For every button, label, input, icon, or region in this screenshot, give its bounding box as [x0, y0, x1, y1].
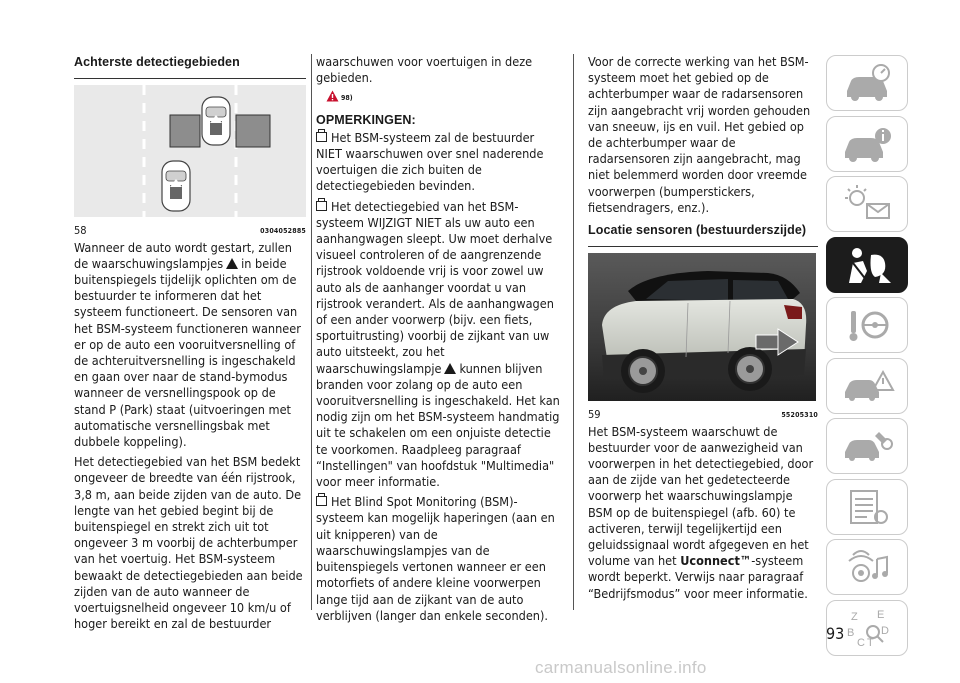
suv-rear-photo	[588, 253, 816, 401]
tab-multimedia[interactable]	[826, 539, 908, 595]
warning-ref-number: 98)	[341, 94, 353, 103]
text-span: Het Blind Spot Monitoring (BSM)-systeem kan mogelijk haperingen (aan en uit knipperen) van de waarschuwingslampjes van de buitenspiegels vertonen wanneer er een motorfiets of andere kleine voorwerpen lange tijd aan de zijkant van de auto verblijven (langer dan enkele seconden).	[316, 494, 555, 623]
paragraph: waarschuwen voor voertuigen in deze gebieden.	[316, 54, 533, 86]
tab-lights[interactable]	[826, 176, 908, 232]
watermark: carmanualsonline.info	[535, 658, 707, 677]
index-letter-4: D	[881, 624, 889, 637]
lane-diagram	[74, 85, 306, 217]
host-car-icon	[202, 97, 230, 145]
note-2	[316, 199, 560, 491]
tab-maintenance[interactable]	[826, 418, 908, 474]
column-divider	[573, 54, 574, 610]
column-2	[316, 54, 560, 628]
note-book-icon	[316, 496, 327, 506]
specs-list-icon	[837, 485, 897, 529]
note-book-icon	[316, 201, 327, 211]
section-heading-rear-detection: Achterste detectiegebieden	[74, 55, 240, 69]
figure-code: 0304052885	[260, 227, 306, 236]
right-detection-zone	[236, 115, 270, 147]
chapter-tabs	[826, 55, 960, 660]
following-car-icon	[162, 161, 190, 211]
column-divider	[311, 54, 312, 610]
note-3	[316, 494, 560, 624]
text-span: Het BSM-systeem zal de bestuurder NIET waarschuwen over snel naderende voertuigen die zich buiten de detectiegebieden bevinden.	[316, 129, 544, 194]
lights-mail-icon	[837, 182, 897, 226]
bsm-warning-light-icon	[226, 258, 238, 269]
figure-59	[588, 253, 818, 423]
figure-number: 59	[588, 408, 601, 422]
figure-number: 58	[74, 224, 87, 238]
notes-heading: OPMERKINGEN:	[316, 112, 416, 127]
figure-top-rule	[588, 246, 818, 247]
tab-technical-data[interactable]	[826, 479, 908, 535]
section-heading-sensor-location: Locatie sensoren (bestuurderszijde)	[588, 223, 807, 238]
emergency-car-icon	[837, 364, 897, 408]
text-span: Het BSM-systeem waarschuwt de bestuurder voor de aanwezigheid van voorwerpen in het detectiegebied, door aan de zijde van het gedetecteerde voorwerp het waarschuwingslampje BSM op de buitenspiegel (afb. 60) te activeren, terwijl tegelijkertijd een geluidssignaal wordt afgegeven en het volume van het	[588, 423, 814, 569]
figure-caption	[588, 407, 818, 423]
note-1	[316, 130, 560, 195]
tab-starting-driving[interactable]	[826, 297, 908, 353]
index-letter-1: Z	[851, 610, 858, 623]
column-3	[588, 54, 818, 606]
tab-dashboard[interactable]	[826, 55, 908, 111]
tab-emergency[interactable]	[826, 358, 908, 414]
column-1	[74, 54, 306, 636]
figure-top-rule	[74, 78, 306, 79]
safety-airbag-icon	[837, 243, 897, 287]
tab-info[interactable]	[826, 116, 908, 172]
paragraph: Het detectiegebied van het BSM bedekt ongeveer de breedte van één rijstrook, 3,8 m, aan beide zijden van de auto. De lengte van het gebied begint bij de buitenspiegel en strekt zich uit tot ongeveer 3 m voorbij de achterbumper van het voertuig. Het BSM-systeem bewaakt de detectiegebieden aan beide zijden van de auto wanneer de voertuigsnelheid ongeveer 10 km/u of hoger bereikt en zal de bestuurder	[74, 454, 303, 632]
text-span: in beide buitenspiegels tijdelijk oplichten om de bestuurder te informeren dat het systeem functioneert. De sensoren van het BSM-systeem functioneren wanneer er op de auto een vooruitversnelling of de achteruitversnelling is ingeschakeld en gaan over naar de stand-bymodus wanneer de versnellingspook op de stand P (Park) staat (uitvoeringen met automatische versnellingsbak met dubbele koppeling).	[74, 255, 301, 450]
figure-code: 55205310	[781, 411, 818, 420]
paragraph	[588, 424, 818, 602]
text-span: Het detectiegebied van het BSM-systeem WIJZIGT NIET als uw auto een aanhangwagen sleept. Uw moet derhalve visueel controleren of de aangrenzende rijstrook voldoende vrij is voor zowel uw auto als de aanhanger voordat u van rijstrook verandert. Als de aanhangwagen of een ander voorwerp (bijv. een fiets, sportuitrusting) voorbij de zijkant van uw auto uitsteekt, zou het waarschuwingslampje	[316, 198, 554, 376]
tab-safety[interactable]	[826, 237, 908, 293]
index-letters-icon	[837, 606, 897, 650]
index-letter-6: T	[867, 636, 874, 649]
text-span: -systeem wordt beperkt. Verwijs naar paragraaf “Bedrijfsmodus” voor meer informatie.	[588, 553, 808, 601]
bsm-warning-light-icon	[444, 363, 456, 374]
left-detection-zone	[170, 115, 200, 147]
index-letter-3: B	[847, 626, 855, 639]
figure-58	[74, 85, 306, 239]
paragraph	[74, 240, 306, 451]
car-dashboard-icon	[837, 61, 897, 105]
page-number: 93	[826, 624, 845, 643]
warning-triangle-icon	[326, 90, 339, 102]
index-letter-5: C	[857, 636, 865, 649]
text-span: Wanneer de auto wordt gestart, zullen de waarschuwingslampjes	[74, 239, 292, 271]
brand-name: Uconnect™	[680, 553, 752, 569]
index-letter-2: E	[877, 608, 885, 621]
steering-key-icon	[837, 303, 897, 347]
warning-reference	[326, 90, 560, 106]
text-span: kunnen blijven branden voor zolang op de auto een vooruitversnelling is ingeschakeld. Het kan nodig zijn om het BSM-systeem handmatig uit te schakelen om een onjuiste detectie te voorkomen. Raadpleeg paragraaf “Instellingen" van hoofdstuk "Multimedia" voor meer informatie.	[316, 360, 560, 490]
car-info-icon	[837, 122, 897, 166]
figure-caption	[74, 223, 306, 239]
multimedia-icon	[837, 545, 897, 589]
paragraph: Voor de correcte werking van het BSM-systeem moet het gebied op de achterbumper waar de radarsensoren zijn aangebracht vrij worden gehouden van sneeuw, ijs en vuil. Het gebied op de achterbumper waar de radarsensoren zijn aangebracht, mag niet belemmerd worden door vreemde voorwerpen (bumperstickers, fietsendragers, enz.).	[588, 54, 811, 215]
note-book-icon	[316, 132, 327, 142]
maintenance-car-icon	[837, 424, 897, 468]
